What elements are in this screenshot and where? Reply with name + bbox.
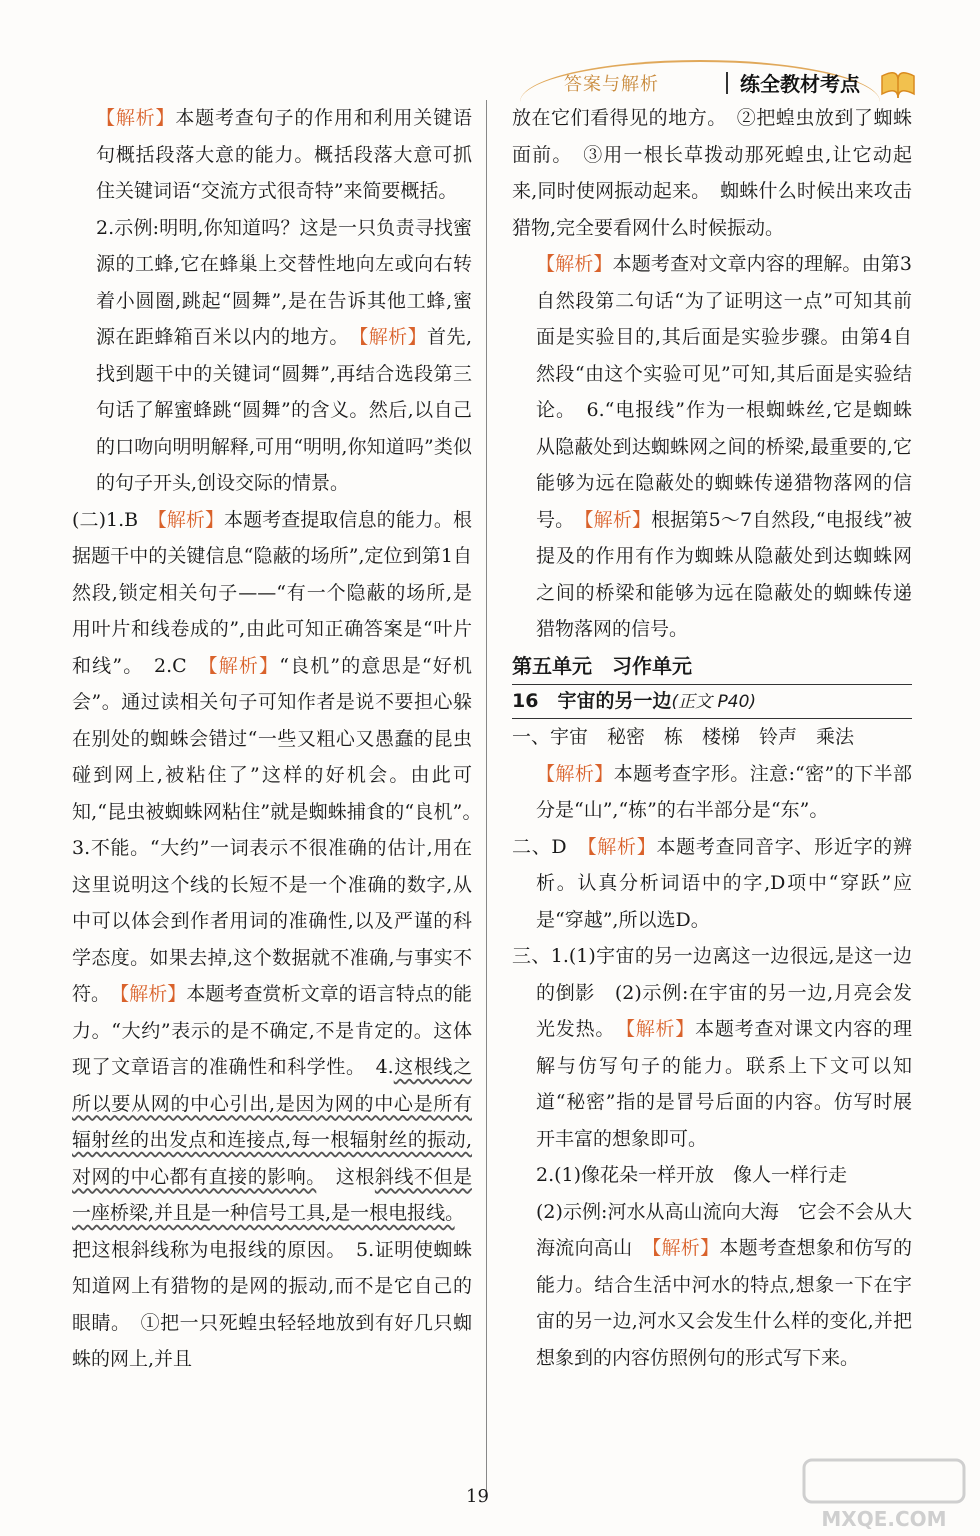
answer-paragraph: 放在它们看得见的地方。 ②把蝗虫放到了蜘蛛面前。 ③用一根长草拨动那死蝗虫,让它动起来,同时使网振动起来。 蜘蛛什么时候出来攻击猎物,完全要看网什么时候振动。 xyxy=(512,107,912,239)
header-divider xyxy=(726,72,728,94)
analysis-tag: 【解析】 xyxy=(119,983,187,1005)
analysis-tag: 【解析】 xyxy=(536,253,613,275)
analysis-tag: 【解析】 xyxy=(96,107,176,129)
answer-paragraph: 【解析】本题考查句子的作用和利用关键语句概括段落大意的能力。概括段落大意可抓住关键词语“交流方式很奇特”来简要概括。 xyxy=(96,107,472,202)
svg-text:MXQE.COM: MXQE.COM xyxy=(821,1507,947,1531)
header-section-title: 答案与解析 xyxy=(564,74,659,95)
open-book-logo-icon xyxy=(878,62,918,102)
page-number: 19 xyxy=(466,1486,489,1507)
answer-paragraph: 2.示例:明明,你知道吗？这是一只负责寻找蜜源的工蜂,它在蜂巢上交替性地向左或向右转着小圆圈,跳起“圆舞”,是在告诉其他工蜂,蜜源在距蜂箱百米以内的地方。 【解析】首先,找到题干中的关键词“圆舞”,再结合选段第三句话了解蜜蜂跳“圆舞”的含义。然后,以自己的口吻向明明解释,可用“明明,你知道吗”类似的句子开头,创设交际的情景。 xyxy=(96,216,472,494)
answer-paragraph: 一、宇宙 秘密 栋 楼梯 铃声 乘法 xyxy=(512,726,855,748)
analysis-tag: 【解析】 xyxy=(157,508,225,531)
analysis-tag: 【解析】 xyxy=(536,762,614,785)
analysis-tag: 【解析】 xyxy=(587,835,657,858)
analysis-tag: 【解析】 xyxy=(208,654,280,677)
answer-paragraph: 2.(1)像花朵一样开放 像人一样行走 xyxy=(536,1164,848,1186)
lesson-title: 16 宇宙的另一边(正文 P40) xyxy=(512,684,912,719)
analysis-tag: 【解析】 xyxy=(625,1018,696,1040)
column-divider xyxy=(486,100,487,1495)
answer-paragraph: 二、D 【解析】本题考查同音字、形近字的辨析。认真分析词语中的字,D项中“穿跃”应是“穿越”,所以选D。 xyxy=(512,835,912,931)
answer-paragraph: 【解析】本题考查对文章内容的理解。由第3自然段第二句话“为了证明这一点”可知其前面是实验目的,其后面是实验步骤。由第4自然段“由这个实验可见”可知,其后面是实验结论。 6.“电报线”作为一根蜘蛛丝,它是蜘蛛从隐蔽处到达蜘蛛网之间的桥梁,最重要的,它能够为远在隐蔽处的蜘蛛传递猎物落网的信号。 【解析】根据第5～7自然段,“电报线”被提及的作用有作为蜘蛛从隐蔽处到达蜘蛛网之间的桥梁和能够为远在隐蔽处的蜘蛛传递猎物落网的信号。 xyxy=(536,253,912,640)
answer-paragraph: 三、1.(1)宇宙的另一边离这一边很远,是这一边的倒影 (2)示例:在宇宙的另一边,月亮会发光发热。 【解析】本题考查对课文内容的理解与仿写句子的能力。联系上下文可以知道“秘密”指的是冒号后面的内容。仿写时展开丰富的想象即可。 xyxy=(512,945,912,1150)
right-column xyxy=(512,100,912,1376)
answer-paragraph: (2)示例:河水从高山流向大海 它会不会从大海流向高山 【解析】本题考查想象和仿写的能力。结合生活中河水的特点,想象一下在宇宙的另一边,河水又会发生什么样的变化,并把想象到的内容仿照例句的形式写下来。 xyxy=(536,1200,912,1369)
analysis-tag: 【解析】 xyxy=(651,1237,720,1259)
answer-paragraph: (二)1.B 【解析】本题考查提取信息的能力。根据题干中的关键信息“隐蔽的场所”,定位到第1自然段,锁定相关句子——“有一个隐蔽的场所,是用叶片和线卷成的”,由此可知正确答案是“叶片和线”。 2.C 【解析】“良机”的意思是“好机会”。通过读相关句子可知作者是说不要担心躲在别处的蜘蛛会错过“一些又粗心又愚蠢的昆虫碰到网上,被粘住了”这样的好机会。由此可知,“昆虫被蜘蛛网粘住”就是蜘蛛捕食的“良机”。 3.不能。“大约”一词表示不很准确的估计,用在这里说明这个线的长短不是一个准确的数字,从中可以体会到作者用词的准确性,以及严谨的科学态度。如果去掉,这个数据就不准确,与事实不符。 【解析】本题考查赏析文章的语言特点的能力。“大约”表示的是不确定,不是肯定的。这体现了文章语言的准确性和科学性。 4.这根线之所以要从网的中心引出,是因为网的中心是所有辐射丝的出发点和连接点,每一根辐射丝的振动,对网的中心都有直接的影响。 这根斜线不但是一座桥梁,并且是一种信号工具,是一根电报线。 把这根斜线称为电报线的原因。 5.证明使蜘蛛知道网上有猎物的是网的振动,而不是它自己的眼睛。 ①把一只死蝗虫轻轻地放到有好几只蜘蛛的网上,并且 xyxy=(72,508,492,1370)
site-watermark-icon xyxy=(800,1456,970,1532)
header-book-title: 练全教材考点 xyxy=(740,72,860,96)
analysis-tag: 【解析】 xyxy=(584,508,652,531)
analysis-tag: 【解析】 xyxy=(358,326,428,348)
answer-paragraph: 【解析】本题考查字形。注意:“密”的下半部分是“山”,“栋”的右半部分是“东”。 xyxy=(536,762,912,821)
underlined-answer: 这根线之所以要从网的中心引出,是因为网的中心是所有辐射丝的出发点和连接点,每一根辐射丝的振动,对网的中心都有直接的影响。 xyxy=(72,1056,472,1188)
left-column xyxy=(72,100,492,1378)
unit-title: 第五单元 习作单元 xyxy=(512,653,692,678)
underlined-answer: 斜线不但是一座桥梁,并且是一种信号工具,是一根电报线。 xyxy=(72,1165,472,1224)
